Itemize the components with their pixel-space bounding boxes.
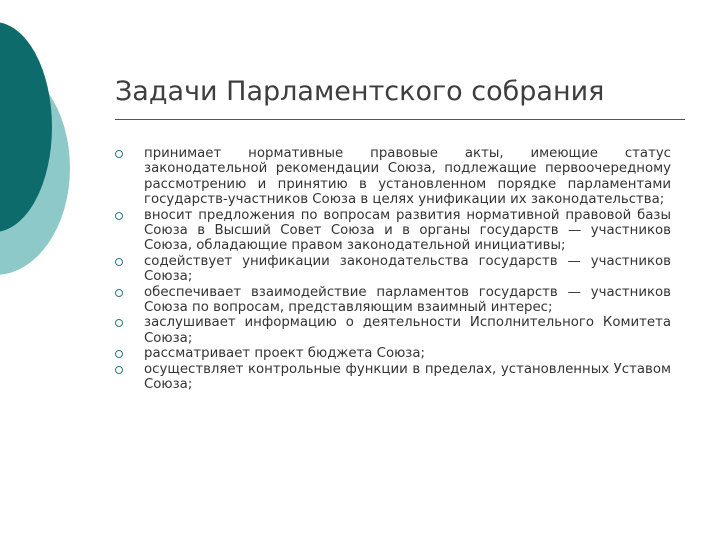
list-item bbox=[115, 362, 671, 393]
list-item-text: принимает нормативные правовые акты, имеющие статус законодательной рекомендации Союза, подлежащие первоочередному рассмотрению и принятию в установленном порядке парламентами государств-участников Союза в целях унификации их законодательства; bbox=[144, 146, 671, 208]
circle-bullet-icon bbox=[115, 150, 123, 158]
list-item-text: обеспечивает взаимодействие парламентов государств — участников Союза по вопросам, представляющим взаимный интерес; bbox=[144, 284, 671, 316]
list-item bbox=[115, 254, 671, 285]
list-item-text: вносит предложения по вопросам развития нормативной правовой базы Союза в Высший Совет Союза и в органы государств — участников Союза, обладающие правом законодательной инициативы; bbox=[144, 207, 671, 254]
circle-bullet-icon bbox=[115, 319, 123, 327]
circle-bullet-icon bbox=[115, 366, 123, 374]
list-item-text: содействует унификации законодательства государств — участников Союза; bbox=[144, 253, 671, 285]
circle-bullet-icon bbox=[115, 258, 123, 266]
list-item-text: рассматривает проект бюджета Союза; bbox=[144, 346, 425, 362]
list-item-text: заслушивает информацию о деятельности Исполнительного Комитета Союза; bbox=[144, 315, 671, 346]
list-item bbox=[115, 346, 671, 361]
circle-bullet-icon bbox=[115, 289, 123, 297]
list-item bbox=[115, 315, 671, 346]
list-item bbox=[115, 285, 671, 316]
list-item-text: осуществляет контрольные функции в пределах, установленных Уставом Союза; bbox=[144, 361, 671, 393]
title-divider bbox=[115, 119, 685, 120]
decorative-circles bbox=[0, 0, 120, 300]
slide-title: Задачи Парламентского собрания bbox=[115, 76, 605, 107]
circle-bullet-icon bbox=[115, 350, 123, 358]
list-item bbox=[115, 146, 671, 208]
list-item bbox=[115, 208, 671, 254]
circle-bullet-icon bbox=[115, 212, 123, 220]
task-list bbox=[115, 146, 671, 393]
